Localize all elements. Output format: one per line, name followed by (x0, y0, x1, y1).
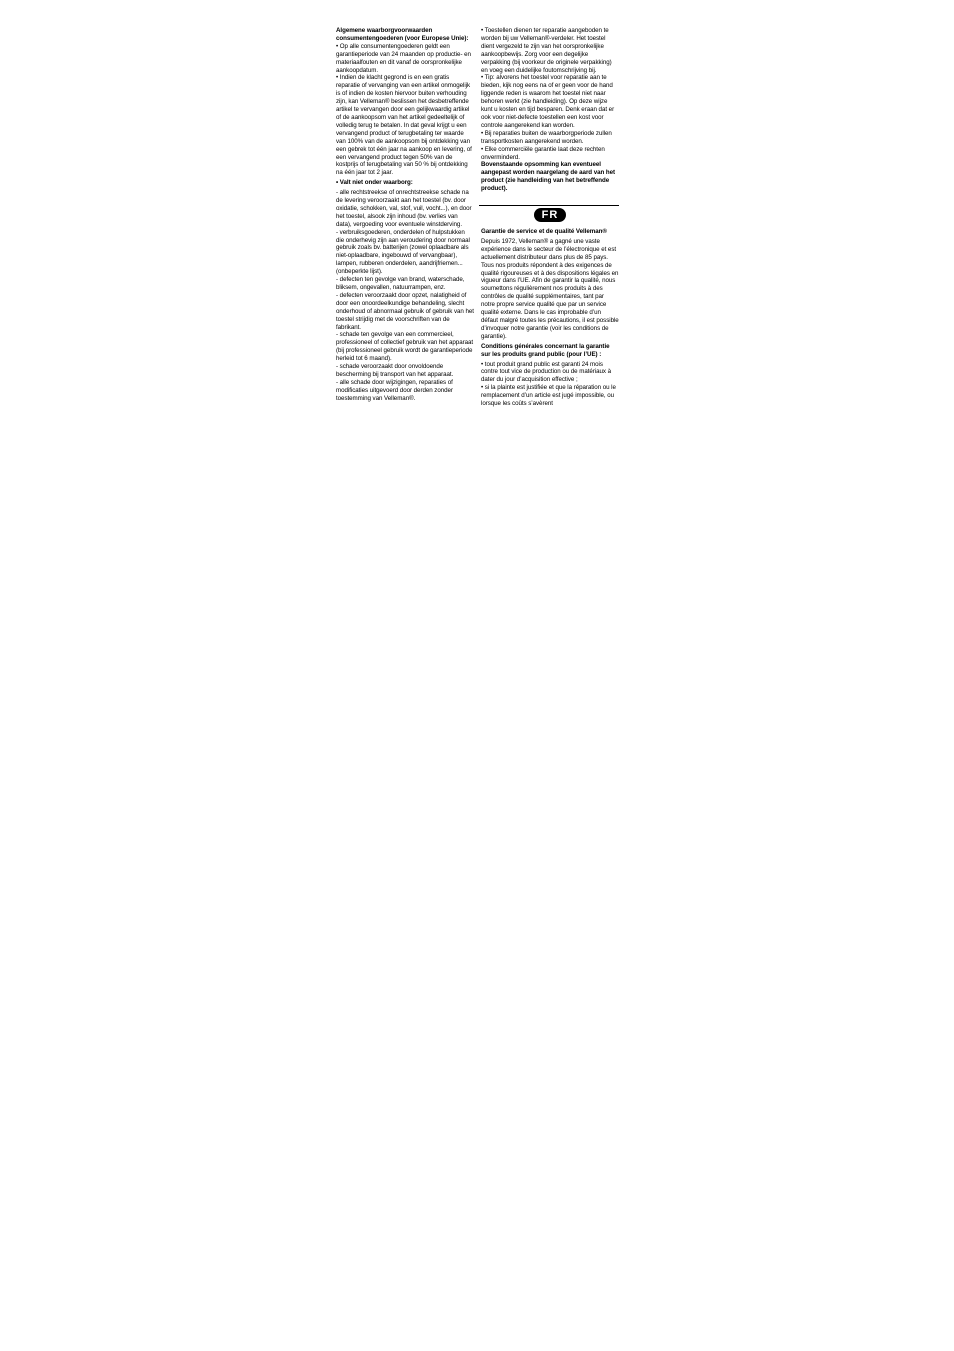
paragraph: - alle rechtstreekse of onrechtstreekse schade na de levering veroorzaakt aan het toestel (bv. door oxidatie, schokken, val, stof, vuil, vocht...), en door het toestel, alsook zijn inhoud (bv. verlies van data), vergoeding voor eventuele winstderving. (336, 189, 472, 228)
paragraph: • Tip: alvorens het toestel voor reparatie aan te bieden, kijk nog eens na of er geen voor de hand liggende reden is waarom het toestel niet naar behoren werkt (zie handleiding). Op deze wijze kunt u kosten en tijd besparen. Denk eraan dat er ook voor niet-defecte toestellen een kost voor controle aangerekend kan worden. (481, 74, 615, 129)
right-column (481, 27, 619, 408)
paragraph: - schade veroorzaakt door onvoldoende bescherming bij transport van het apparaat. (336, 363, 454, 378)
paragraph: - verbruiksgoederen, onderdelen of hulpstukken die onderhevig zijn aan veroudering door normaal gebruik zoals bv. batterijen (zowel oplaadbare als niet-oplaadbare, ingebouwd of vervangbaar), lampen, rubberen onderdelen, aandrijfriemen... (onbeperkte lijst). (336, 228, 470, 276)
conditions-heading-fr: Conditions générales concernant la garantie sur les produits grand public (pour l’UE) : (481, 342, 610, 358)
paragraph: - alle schade door wijzigingen, reparaties of modificaties uitgevoerd door derden zonder toestemming van Velleman®. (336, 378, 453, 402)
paragraph: Depuis 1972, Velleman® a gagné une vaste expérience dans le secteur de l’électronique et est actuellement distributeur dans plus de 85 pays. (481, 237, 617, 261)
language-badge-wrap (481, 208, 619, 222)
exclusions-heading: • Valt niet onder waarborg: (336, 179, 413, 187)
paragraph: • tout produit grand public est garanti 24 mois contre tout vice de production ou de matériaux à dater du jour d’acquisition effective ; (481, 360, 612, 384)
paragraph: - defecten ten gevolge van brand, waterschade, bliksem, ongevallen, natuurrampen, enz. (336, 276, 465, 291)
paragraph: - schade ten gevolge van een commercieel, professioneel of collectief gebruik van het apparaat (bij professioneel gebruik wordt de garantieperiode herleid tot 6 maand). (336, 331, 474, 363)
left-column (336, 27, 474, 403)
paragraph: • si la plainte est justifiée et que la réparation ou le remplacement d’un article est jugé impossible, ou lorsque les coûts s’avèrent (481, 384, 616, 408)
paragraph: • Elke commerciële garantie laat deze rechten onverminderd. (481, 145, 605, 161)
language-badge-fr: FR (534, 208, 567, 222)
warranty-heading-nl: Algemene waarborgvoorwaarden consumentengoederen (voor Europese Unie): (336, 27, 469, 42)
section-divider (479, 205, 619, 206)
warranty-heading-fr: Garantie de service et de qualité Velleman® (481, 228, 607, 236)
paragraph: Tous nos produits répondent à des exigences de qualité rigoureuses et à des dispositions légales en vigueur dans l’UE. Afin de garantir la qualité, nous soumettons régulièrement nos produits à des contrôles de qualité supplémentaires, tant par notre propre service qualité que par un service qualité externe. Dans le cas improbable d’un défaut malgré toutes les précautions, il est possible d’invoquer notre garantie (voir les conditions de garantie). (481, 261, 619, 340)
paragraph: • Indien de klacht gegrond is en een gratis reparatie of vervanging van een artikel onmogelijk is of indien de kosten hiervoor buiten verhouding zijn, kan Velleman® beslissen het desbetreffende artikel te vervangen door een gelijkwaardig artikel of de aankoopsom van het artikel gedeeltelijk of volledig terug te betalen. In dat geval krijgt u een vervangend product of terugbetaling ter waarde van 100% van de aankoopsom bij ontdekking van een gebrek tot één jaar na aankoop en levering, of een vervangend product tegen 50% van de kostprijs of terugbetaling van 50 % bij ontdekking na één jaar tot 2 jaar. (336, 74, 472, 177)
paragraph: • Op alle consumentengoederen geldt een garantieperiode van 24 maanden op productie- en materiaalfouten en dit vanaf de oorspronkelijke aankoopdatum. (336, 42, 471, 74)
paragraph: • Bij reparaties buiten de waarborgperiode zullen transportkosten aangerekend worden. (481, 129, 612, 145)
paragraph: • Toestellen dienen ter reparatie aangeboden te worden bij uw Velleman®-verdeler. Het toestel dient vergezeld te zijn van het oorspronkelijke aankoopbewijs. Zorg voor een degelijke verpakking (bij voorkeur de originele verpakking) en voeg een duidelijke foutomschrijving bij. (481, 27, 612, 74)
paragraph: - defecten veroorzaakt door opzet, nalatigheid of door een onoordeelkundige behandeling, slecht onderhoud of abnormaal gebruik of gebruik van het toestel strijdig met de voorschriften van de fabrikant. (336, 291, 474, 331)
closing-note: Bovenstaande opsomming kan eventueel aangepast worden naargelang de aard van het product (zie handleiding van het betreffende product). (481, 161, 616, 193)
